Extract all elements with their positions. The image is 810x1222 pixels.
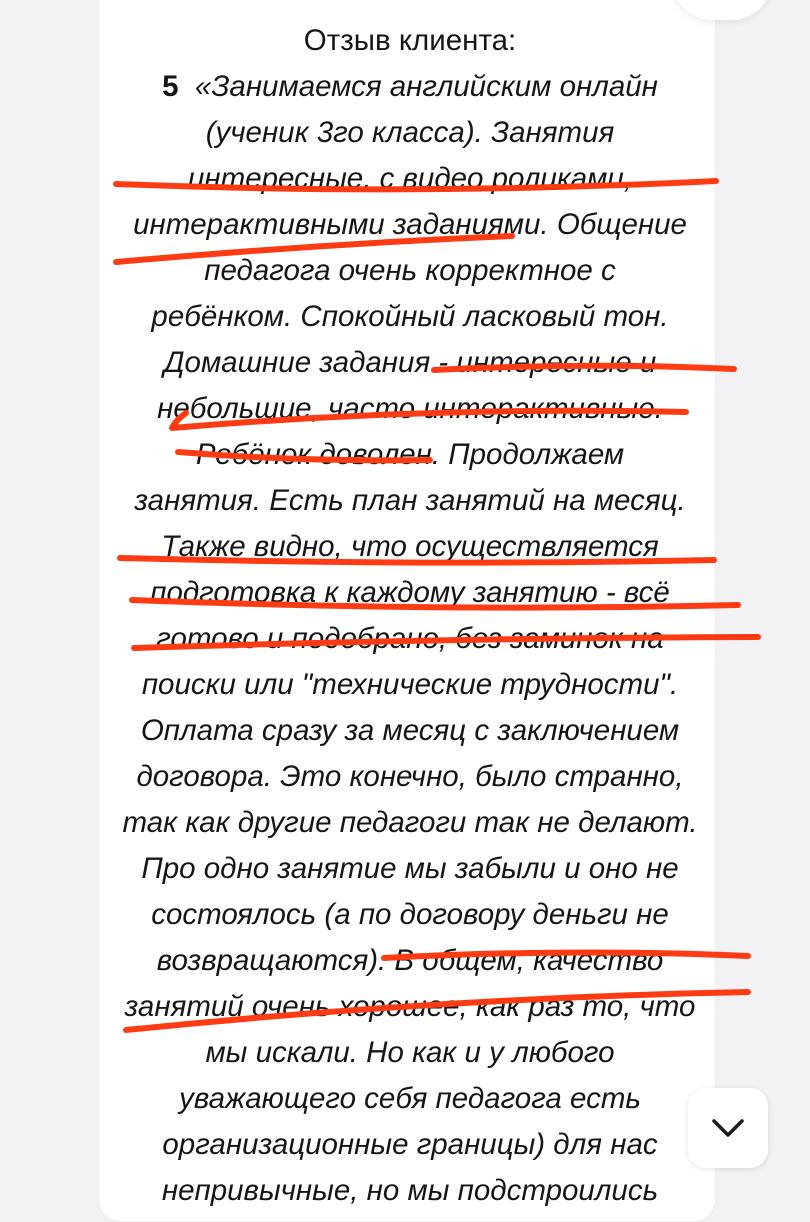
review-line-7: Домашние задания - интересные и (163, 346, 657, 379)
review-line-4: интерактивными заданиями. Общение (133, 208, 687, 241)
review-line-24: организационные границы) для нас (162, 1128, 658, 1161)
review-line-11: Также видно, что осуществляется (161, 530, 659, 563)
review-line-3: интересные, с видео роликами, (187, 162, 633, 195)
review-text (110, 18, 710, 1214)
review-line-13: готово и подобрано, без заминок на (156, 622, 664, 655)
review-line-8: небольшие, часто интерактивные. (157, 392, 663, 425)
review-line-22: мы искали. Но как и у любого (205, 1036, 615, 1069)
chevron-down-icon (708, 1116, 748, 1140)
review-heading: Отзыв клиента: (303, 24, 517, 57)
review-line-18: Про одно занятие мы забыли и оно не (141, 852, 679, 885)
review-line-9: Ребёнок доволен. Продолжаем (195, 438, 625, 471)
review-line-2: (ученик 3го класса). Занятия (205, 116, 615, 149)
review-line-1: 5 «Занимаемся английским онлайн (162, 70, 658, 103)
review-line-23: уважающего себя педагога есть (179, 1082, 641, 1115)
review-line-12: подготовка к каждому занятию - всё (150, 576, 670, 609)
review-line-17: так как другие педагоги так не делают. (122, 806, 698, 839)
review-line-5: педагога очень корректное с (204, 254, 616, 287)
review-line-15: Оплата сразу за месяц с заключением (140, 714, 680, 747)
review-line-20: возвращаются). В общем, качество (156, 944, 664, 977)
scroll-down-button[interactable] (688, 1088, 768, 1168)
review-line-21: занятий очень хорошее, как раз то, что (124, 990, 696, 1023)
review-line-14: поиски или "технические трудности". (141, 668, 679, 701)
review-line-19: состоялось (а по договору деньги не (151, 898, 669, 931)
review-line-10: занятия. Есть план занятий на месяц. (134, 484, 686, 517)
review-line-16: договора. Это конечно, было странно, (136, 760, 684, 793)
review-line-6: ребёнком. Спокойный ласковый тон. (151, 300, 669, 333)
rating-value: 5 (162, 70, 179, 103)
review-line-25: непривычные, но мы подстроились (161, 1174, 659, 1207)
